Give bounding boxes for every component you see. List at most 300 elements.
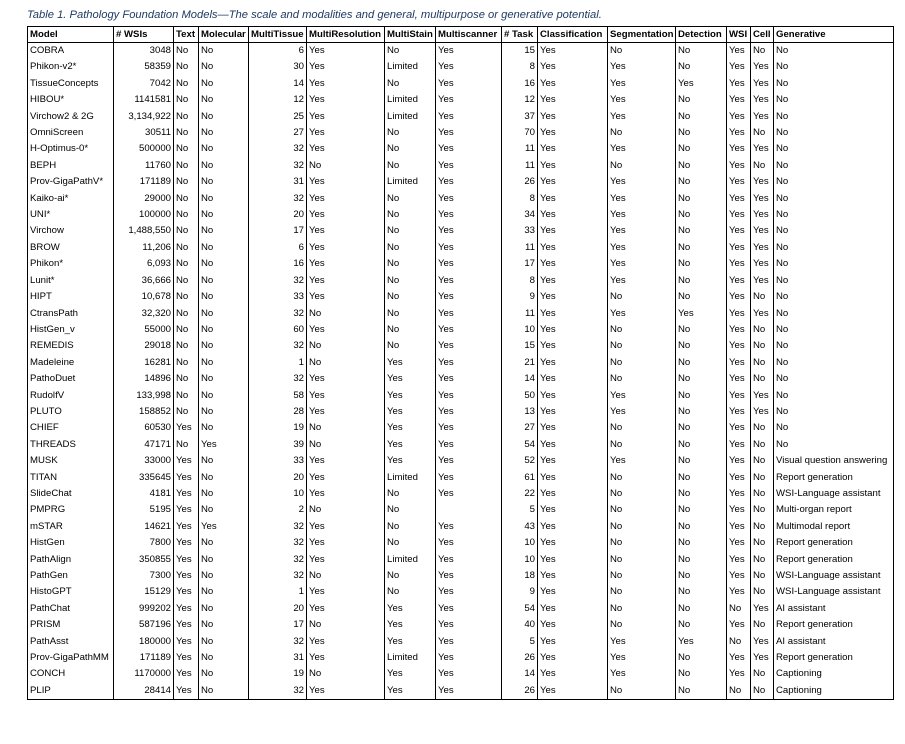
table-cell: Yes xyxy=(307,109,385,125)
table-cell: 500000 xyxy=(114,141,174,157)
table-row xyxy=(28,388,894,404)
table-cell: No xyxy=(199,92,249,108)
table-cell: AI assistant xyxy=(774,634,894,650)
table-cell: 21 xyxy=(502,355,538,371)
table-cell: Yes xyxy=(436,355,502,371)
table-cell: Yes xyxy=(385,617,436,633)
table-cell: No xyxy=(385,158,436,174)
table-cell: No xyxy=(676,502,727,518)
table-cell: Madeleine xyxy=(28,355,114,371)
table-cell: No xyxy=(608,289,676,305)
table-cell: Lunit* xyxy=(28,273,114,289)
table-cell: BROW xyxy=(28,240,114,256)
table-cell: CHIEF xyxy=(28,420,114,436)
table-cell: Yes xyxy=(727,617,751,633)
table-cell: Multimodal report xyxy=(774,519,894,535)
table-cell: Yes xyxy=(307,371,385,387)
table-cell: Yes xyxy=(307,388,385,404)
table-cell: Yes xyxy=(727,552,751,568)
table-cell: 12 xyxy=(249,92,307,108)
table-cell: Yes xyxy=(608,388,676,404)
table-cell: No xyxy=(774,158,894,174)
table-cell: No xyxy=(174,388,199,404)
table-cell: No xyxy=(385,223,436,239)
table-cell: Yes xyxy=(727,470,751,486)
table-cell: Yes xyxy=(307,256,385,272)
table-row xyxy=(28,338,894,354)
table-cell: 14 xyxy=(502,371,538,387)
table-cell: No xyxy=(199,552,249,568)
table-cell: Yes xyxy=(436,322,502,338)
table-cell: Limited xyxy=(385,92,436,108)
table-cell: Yes xyxy=(436,174,502,190)
table-cell: 50 xyxy=(502,388,538,404)
table-cell: 32 xyxy=(249,552,307,568)
table-cell: THREADS xyxy=(28,437,114,453)
table-cell: Yes xyxy=(307,141,385,157)
table-cell: Yes xyxy=(727,420,751,436)
table-cell: No xyxy=(774,420,894,436)
table-cell: Yes xyxy=(436,650,502,666)
table-cell: No xyxy=(199,502,249,518)
table-cell: 1 xyxy=(249,584,307,600)
table-cell: 20 xyxy=(249,207,307,223)
table-cell: Yes xyxy=(174,617,199,633)
table-cell: No xyxy=(774,191,894,207)
table-cell: No xyxy=(307,420,385,436)
table-cell: No xyxy=(174,59,199,75)
table-cell: No xyxy=(199,666,249,682)
table-cell: UNI* xyxy=(28,207,114,223)
table-cell: Yes xyxy=(538,355,608,371)
table-cell: No xyxy=(199,568,249,584)
table-row xyxy=(28,404,894,420)
table-cell: 32 xyxy=(249,273,307,289)
table-cell: No xyxy=(774,404,894,420)
table-cell: Yes xyxy=(727,404,751,420)
table-cell: No xyxy=(199,584,249,600)
table-cell: 6 xyxy=(249,240,307,256)
table-cell: 11 xyxy=(502,141,538,157)
table-cell: No xyxy=(774,125,894,141)
table-cell: No xyxy=(751,486,774,502)
table-row xyxy=(28,650,894,666)
table-cell: Yes xyxy=(307,470,385,486)
table-cell: Yes xyxy=(727,306,751,322)
table-cell: 32 xyxy=(249,158,307,174)
table-cell: 39 xyxy=(249,437,307,453)
table-cell: Yes xyxy=(608,223,676,239)
table-row xyxy=(28,125,894,141)
table-cell: No xyxy=(608,43,676,60)
table-cell: No xyxy=(608,519,676,535)
table-cell: 10,678 xyxy=(114,289,174,305)
table-cell: Yes xyxy=(751,256,774,272)
table-cell: Yes xyxy=(727,141,751,157)
table-cell: Yes xyxy=(608,109,676,125)
table-cell: Yes xyxy=(436,158,502,174)
table-cell: No xyxy=(385,76,436,92)
table-cell: Yes xyxy=(751,634,774,650)
table-cell: Yes xyxy=(174,683,199,700)
table-cell: Yes xyxy=(538,420,608,436)
table-cell: No xyxy=(174,273,199,289)
table-cell: 180000 xyxy=(114,634,174,650)
table-cell: 32 xyxy=(249,306,307,322)
table-cell: Yes xyxy=(307,601,385,617)
table-cell: Yes xyxy=(174,502,199,518)
table-cell: 8 xyxy=(502,191,538,207)
table-cell: Yes xyxy=(436,240,502,256)
table-cell: No xyxy=(199,273,249,289)
table-cell: 18 xyxy=(502,568,538,584)
table-cell: No xyxy=(676,240,727,256)
table-cell: Yes xyxy=(436,404,502,420)
table-cell: Yes xyxy=(436,371,502,387)
table-cell: No xyxy=(676,650,727,666)
table-cell: No xyxy=(174,191,199,207)
table-cell: No xyxy=(774,273,894,289)
table-cell: OmniScreen xyxy=(28,125,114,141)
table-cell: No xyxy=(676,584,727,600)
table-cell: Yes xyxy=(436,191,502,207)
table-row xyxy=(28,158,894,174)
table-cell: Report generation xyxy=(774,650,894,666)
table-cell: No xyxy=(199,371,249,387)
table-cell: No xyxy=(385,519,436,535)
table-cell: Yes xyxy=(436,92,502,108)
table-cell: Yes xyxy=(385,420,436,436)
table-row xyxy=(28,355,894,371)
table-cell: No xyxy=(727,601,751,617)
table-cell: 70 xyxy=(502,125,538,141)
table-cell: 8 xyxy=(502,273,538,289)
table-cell: No xyxy=(676,43,727,60)
table-cell: Yes xyxy=(727,650,751,666)
table-cell: No xyxy=(608,125,676,141)
table-cell: No xyxy=(774,76,894,92)
table-cell: No xyxy=(676,371,727,387)
table-cell: 11 xyxy=(502,306,538,322)
table-cell: Limited xyxy=(385,174,436,190)
table-cell: 10 xyxy=(502,322,538,338)
table-cell: 3048 xyxy=(114,43,174,60)
table-cell: No xyxy=(307,666,385,682)
table-cell: No xyxy=(676,617,727,633)
table-cell: 31 xyxy=(249,650,307,666)
table-cell: No xyxy=(751,617,774,633)
table-cell: 26 xyxy=(502,683,538,700)
table-cell: No xyxy=(608,158,676,174)
table-cell: No xyxy=(608,355,676,371)
table-cell: No xyxy=(199,141,249,157)
table-cell: No xyxy=(676,338,727,354)
table-cell: No xyxy=(199,404,249,420)
table-cell: No xyxy=(751,535,774,551)
table-cell: No xyxy=(608,552,676,568)
table-cell: Yes xyxy=(307,240,385,256)
column-header: Multiscanner xyxy=(436,27,502,43)
table-cell: 17 xyxy=(249,617,307,633)
table-cell: 43 xyxy=(502,519,538,535)
table-cell: Yes xyxy=(199,519,249,535)
table-cell: CtransPath xyxy=(28,306,114,322)
table-cell: Yes xyxy=(608,306,676,322)
table-cell: 32 xyxy=(249,683,307,700)
table-cell: No xyxy=(174,92,199,108)
table-cell xyxy=(436,502,502,518)
table-cell: No xyxy=(307,437,385,453)
table-cell: No xyxy=(676,59,727,75)
table-cell: No xyxy=(676,158,727,174)
table-cell: No xyxy=(727,683,751,700)
table-cell: Yes xyxy=(538,519,608,535)
table-cell: No xyxy=(307,502,385,518)
table-cell: No xyxy=(385,141,436,157)
table-cell: Yes xyxy=(174,601,199,617)
table-cell: Yes xyxy=(307,650,385,666)
table-row xyxy=(28,109,894,125)
table-row xyxy=(28,191,894,207)
table-cell: 1 xyxy=(249,355,307,371)
table-cell: Yes xyxy=(751,404,774,420)
table-cell: Yes xyxy=(307,92,385,108)
table-cell: No xyxy=(174,207,199,223)
table-cell: Yes xyxy=(436,519,502,535)
table-cell: No xyxy=(199,322,249,338)
table-cell: No xyxy=(199,191,249,207)
table-cell: 133,998 xyxy=(114,388,174,404)
table-cell: 58359 xyxy=(114,59,174,75)
table-cell: No xyxy=(774,437,894,453)
table-cell: No xyxy=(199,355,249,371)
table-cell: No xyxy=(174,322,199,338)
table-row xyxy=(28,207,894,223)
table-cell: Yes xyxy=(199,437,249,453)
table-cell: Yes xyxy=(307,584,385,600)
table-cell: No xyxy=(751,355,774,371)
table-cell: Phikon-v2* xyxy=(28,59,114,75)
table-cell: Yes xyxy=(174,584,199,600)
table-cell: MUSK xyxy=(28,453,114,469)
table-cell: PathAlign xyxy=(28,552,114,568)
table-cell: Yes xyxy=(727,240,751,256)
table-cell: Yes xyxy=(538,207,608,223)
table-cell: No xyxy=(774,109,894,125)
table-cell: Yes xyxy=(174,634,199,650)
table-cell: Yes xyxy=(385,634,436,650)
table-cell: No xyxy=(774,59,894,75)
table-cell: Yes xyxy=(608,666,676,682)
table-cell: 10 xyxy=(502,552,538,568)
table-cell: No xyxy=(174,437,199,453)
table-cell: No xyxy=(608,617,676,633)
table-cell: No xyxy=(608,338,676,354)
table-cell: No xyxy=(174,125,199,141)
table-row xyxy=(28,552,894,568)
table-cell: PMPRG xyxy=(28,502,114,518)
table-cell: Yes xyxy=(727,371,751,387)
table-cell: Yes xyxy=(307,486,385,502)
table-cell: Yes xyxy=(436,43,502,60)
table-cell: Yes xyxy=(538,584,608,600)
table-cell: 14896 xyxy=(114,371,174,387)
table-cell: Yes xyxy=(751,191,774,207)
table-cell: Yes xyxy=(676,634,727,650)
table-cell: Yes xyxy=(307,289,385,305)
table-cell: Yes xyxy=(385,355,436,371)
table-row xyxy=(28,535,894,551)
table-cell: 30511 xyxy=(114,125,174,141)
table-cell: Yes xyxy=(307,273,385,289)
table-cell: Yes xyxy=(727,568,751,584)
table-cell: No xyxy=(676,601,727,617)
table-cell: No xyxy=(199,125,249,141)
table-cell: No xyxy=(751,158,774,174)
table-cell: No xyxy=(307,617,385,633)
table-cell: 29018 xyxy=(114,338,174,354)
table-cell: No xyxy=(385,584,436,600)
table-cell: No xyxy=(774,306,894,322)
table-cell: Yes xyxy=(538,223,608,239)
table-cell: Limited xyxy=(385,552,436,568)
table-cell: No xyxy=(608,322,676,338)
table-cell: No xyxy=(385,207,436,223)
table-cell: Yes xyxy=(307,519,385,535)
table-cell: 7300 xyxy=(114,568,174,584)
table-cell: 61 xyxy=(502,470,538,486)
table-cell: Yes xyxy=(751,388,774,404)
table-cell: Yes xyxy=(385,371,436,387)
table-cell: Yes xyxy=(436,683,502,700)
table-cell: 32 xyxy=(249,634,307,650)
table-cell: Yes xyxy=(174,519,199,535)
table-cell: Yes xyxy=(538,92,608,108)
table-cell: 60530 xyxy=(114,420,174,436)
table-cell: Visual question answering xyxy=(774,453,894,469)
table-cell: No xyxy=(751,470,774,486)
table-cell: Yes xyxy=(608,634,676,650)
table-cell: Yes xyxy=(727,158,751,174)
table-cell: No xyxy=(307,568,385,584)
table-cell: Yes xyxy=(174,420,199,436)
table-cell: No xyxy=(608,437,676,453)
column-header: Generative xyxy=(774,27,894,43)
table-cell: Yes xyxy=(727,92,751,108)
table-cell: No xyxy=(199,158,249,174)
table-cell: No xyxy=(174,174,199,190)
table-cell: Yes xyxy=(727,355,751,371)
table-cell: Yes xyxy=(174,486,199,502)
table-cell: Yes xyxy=(385,437,436,453)
table-cell: 171189 xyxy=(114,174,174,190)
table-cell: No xyxy=(608,502,676,518)
table-cell: Yes xyxy=(538,601,608,617)
table-row xyxy=(28,223,894,239)
table-cell: 22 xyxy=(502,486,538,502)
table-cell: Yes xyxy=(608,92,676,108)
column-header: Text xyxy=(174,27,199,43)
table-cell: Yes xyxy=(307,207,385,223)
table-cell: No xyxy=(385,338,436,354)
table-cell: No xyxy=(774,371,894,387)
table-cell: No xyxy=(199,601,249,617)
table-cell: H-Optimus-0* xyxy=(28,141,114,157)
table-cell: No xyxy=(751,338,774,354)
table-cell: No xyxy=(774,223,894,239)
table-cell: No xyxy=(608,486,676,502)
table-cell: No xyxy=(385,322,436,338)
table-cell: Yes xyxy=(608,453,676,469)
table-cell: Yes xyxy=(307,683,385,700)
table-cell: Yes xyxy=(538,470,608,486)
table-cell: Yes xyxy=(727,486,751,502)
table-cell: Yes xyxy=(538,43,608,60)
table-cell: Yes xyxy=(727,125,751,141)
table-cell: No xyxy=(385,240,436,256)
table-cell: RudolfV xyxy=(28,388,114,404)
table-cell: PathAsst xyxy=(28,634,114,650)
table-cell: 15 xyxy=(502,43,538,60)
table-cell: Yes xyxy=(608,191,676,207)
table-cell: Limited xyxy=(385,650,436,666)
table-cell: 26 xyxy=(502,650,538,666)
table-cell: No xyxy=(774,92,894,108)
table-row xyxy=(28,420,894,436)
table-row xyxy=(28,502,894,518)
table-cell: No xyxy=(199,453,249,469)
table-cell: Yes xyxy=(174,552,199,568)
table-cell: Yes xyxy=(727,43,751,60)
table-cell: Virchow xyxy=(28,223,114,239)
table-cell: Yes xyxy=(538,683,608,700)
table-cell: Yes xyxy=(307,322,385,338)
table-cell: Yes xyxy=(436,125,502,141)
table-cell: Yes xyxy=(751,240,774,256)
table-cell: Yes xyxy=(436,59,502,75)
table-cell: 52 xyxy=(502,453,538,469)
table-cell: 33 xyxy=(249,289,307,305)
table-cell: No xyxy=(676,535,727,551)
column-header: WSI xyxy=(727,27,751,43)
table-cell: No xyxy=(385,256,436,272)
table-cell: Yes xyxy=(307,634,385,650)
table-cell: HIPT xyxy=(28,289,114,305)
table-cell: 30 xyxy=(249,59,307,75)
table-cell: 31 xyxy=(249,174,307,190)
table-cell: WSI-Language assistant xyxy=(774,568,894,584)
table-row xyxy=(28,141,894,157)
table-cell: Yes xyxy=(751,59,774,75)
table-cell: Yes xyxy=(538,552,608,568)
table-cell: Yes xyxy=(538,486,608,502)
table-cell: No xyxy=(385,502,436,518)
table-cell: No xyxy=(774,338,894,354)
table-cell: HistGen xyxy=(28,535,114,551)
table-cell: No xyxy=(751,584,774,600)
table-cell: No xyxy=(174,223,199,239)
table-cell: Yes xyxy=(751,92,774,108)
table-cell: Yes xyxy=(307,453,385,469)
table-cell: No xyxy=(751,322,774,338)
table-cell: WSI-Language assistant xyxy=(774,584,894,600)
table-cell: No xyxy=(676,666,727,682)
table-cell: No xyxy=(774,207,894,223)
table-cell: No xyxy=(676,256,727,272)
table-row xyxy=(28,273,894,289)
table-cell: Yes xyxy=(436,552,502,568)
table-cell: Yes xyxy=(727,519,751,535)
